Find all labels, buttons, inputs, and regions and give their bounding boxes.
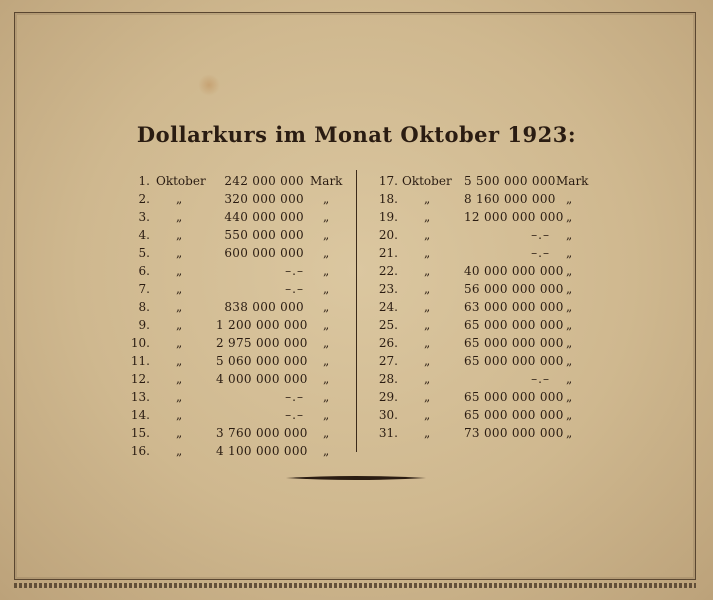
- table-row: [372, 262, 702, 280]
- row-day: 30.: [378, 408, 398, 422]
- row-unit: „: [566, 336, 573, 350]
- row-unit: „: [323, 300, 330, 314]
- row-month: „: [424, 372, 431, 386]
- row-day: 7.: [138, 282, 150, 296]
- row-unit: „: [323, 408, 330, 422]
- row-amount: 56 000 000 000: [464, 282, 564, 296]
- row-unit: „: [323, 372, 330, 386]
- row-amount: –.–: [285, 264, 304, 278]
- row-month: „: [424, 282, 431, 296]
- row-unit: „: [566, 318, 573, 332]
- row-month: „: [424, 300, 431, 314]
- table-row: [372, 316, 702, 334]
- table-row: [372, 226, 702, 244]
- row-unit: „: [323, 444, 330, 458]
- row-day: 18.: [378, 192, 398, 206]
- row-month: „: [176, 228, 183, 242]
- row-month: „: [424, 336, 431, 350]
- row-month: „: [424, 426, 431, 440]
- row-unit: „: [566, 192, 573, 206]
- row-amount: 2 975 000 000: [216, 336, 308, 350]
- table-row: [372, 208, 702, 226]
- row-month: „: [176, 246, 183, 260]
- row-day: 1.: [138, 174, 150, 188]
- row-month: „: [176, 372, 183, 386]
- closing-ornament-rule: [286, 475, 426, 481]
- table-row: [120, 442, 450, 460]
- row-month: „: [176, 264, 183, 278]
- row-unit: „: [323, 354, 330, 368]
- row-amount: 600 000 000: [224, 246, 304, 260]
- row-day: 19.: [378, 210, 398, 224]
- row-amount: –.–: [531, 246, 550, 260]
- row-day: 3.: [138, 210, 150, 224]
- page-title: Dollarkurs im Monat Oktober 1923:: [136, 122, 577, 147]
- row-month: „: [176, 354, 183, 368]
- row-amount: 4 100 000 000: [216, 444, 308, 458]
- row-unit: „: [323, 192, 330, 206]
- table-row: [372, 172, 702, 190]
- table-row: [372, 370, 702, 388]
- row-day: 8.: [138, 300, 150, 314]
- table-row: [372, 334, 702, 352]
- row-unit: „: [566, 300, 573, 314]
- row-month: „: [176, 444, 183, 458]
- row-unit: „: [566, 264, 573, 278]
- row-day: 27.: [378, 354, 398, 368]
- row-day: 31.: [378, 426, 398, 440]
- table-row: [372, 352, 702, 370]
- table-row: [372, 424, 702, 442]
- row-month: „: [176, 300, 183, 314]
- row-amount: 4 000 000 000: [216, 372, 308, 386]
- row-amount: 440 000 000: [224, 210, 304, 224]
- row-month: „: [424, 210, 431, 224]
- row-amount: –.–: [531, 372, 550, 386]
- row-unit: „: [566, 408, 573, 422]
- row-amount: 5 060 000 000: [216, 354, 308, 368]
- row-day: 22.: [378, 264, 398, 278]
- row-amount: 1 200 000 000: [216, 318, 308, 332]
- row-unit: „: [566, 390, 573, 404]
- page-border-dotted-edge: [14, 583, 696, 588]
- row-amount: –.–: [531, 228, 550, 242]
- row-amount: 242 000 000: [224, 174, 304, 188]
- row-day: 12.: [130, 372, 150, 386]
- row-unit: „: [323, 282, 330, 296]
- row-amount: 63 000 000 000: [464, 300, 564, 314]
- row-unit: Mark: [310, 174, 343, 188]
- row-amount: 40 000 000 000: [464, 264, 564, 278]
- column-divider: [356, 170, 357, 452]
- row-month: „: [424, 192, 431, 206]
- row-month: „: [424, 318, 431, 332]
- row-unit: „: [323, 390, 330, 404]
- table-row: [372, 190, 702, 208]
- row-unit: „: [566, 210, 573, 224]
- row-month: „: [424, 228, 431, 242]
- row-unit: „: [323, 264, 330, 278]
- row-amount: 3 760 000 000: [216, 426, 308, 440]
- row-amount: 838 000 000: [224, 300, 304, 314]
- row-amount: –.–: [285, 390, 304, 404]
- row-unit: „: [566, 354, 573, 368]
- row-amount: 65 000 000 000: [464, 408, 564, 422]
- row-day: 28.: [378, 372, 398, 386]
- row-month: „: [176, 426, 183, 440]
- row-day: 25.: [378, 318, 398, 332]
- row-amount: 5 500 000 000: [464, 174, 556, 188]
- row-unit: „: [323, 318, 330, 332]
- row-amount: 320 000 000: [224, 192, 304, 206]
- table-row: [372, 388, 702, 406]
- row-day: 11.: [130, 354, 150, 368]
- row-month: „: [424, 264, 431, 278]
- row-day: 26.: [378, 336, 398, 350]
- row-unit: „: [323, 426, 330, 440]
- row-amount: 12 000 000 000: [464, 210, 564, 224]
- row-day: 21.: [378, 246, 398, 260]
- row-month: „: [424, 246, 431, 260]
- row-unit: „: [323, 336, 330, 350]
- row-day: 13.: [130, 390, 150, 404]
- row-unit: „: [566, 282, 573, 296]
- row-month: „: [424, 408, 431, 422]
- row-month: „: [176, 192, 183, 206]
- row-day: 23.: [378, 282, 398, 296]
- row-day: 15.: [130, 426, 150, 440]
- row-amount: 73 000 000 000: [464, 426, 564, 440]
- row-day: 16.: [130, 444, 150, 458]
- row-amount: 550 000 000: [224, 228, 304, 242]
- row-day: 9.: [138, 318, 150, 332]
- row-month: „: [424, 354, 431, 368]
- row-day: 24.: [378, 300, 398, 314]
- row-amount: 65 000 000 000: [464, 390, 564, 404]
- row-unit: „: [566, 372, 573, 386]
- row-unit: „: [323, 210, 330, 224]
- row-amount: –.–: [285, 408, 304, 422]
- row-day: 10.: [130, 336, 150, 350]
- row-amount: 65 000 000 000: [464, 354, 564, 368]
- row-day: 20.: [378, 228, 398, 242]
- row-month: „: [176, 210, 183, 224]
- row-month: „: [176, 408, 183, 422]
- row-amount: 65 000 000 000: [464, 318, 564, 332]
- row-unit: „: [566, 426, 573, 440]
- row-day: 2.: [138, 192, 150, 206]
- row-month: „: [176, 390, 183, 404]
- row-day: 29.: [378, 390, 398, 404]
- table-row: [372, 406, 702, 424]
- table-row: [372, 244, 702, 262]
- row-unit: Mark: [556, 174, 589, 188]
- table-column-right: [372, 172, 702, 442]
- row-day: 5.: [138, 246, 150, 260]
- table-row: [372, 280, 702, 298]
- row-unit: „: [323, 246, 330, 260]
- row-month: „: [176, 318, 183, 332]
- row-month: „: [424, 390, 431, 404]
- row-day: 4.: [138, 228, 150, 242]
- row-month: Oktober: [402, 174, 452, 188]
- row-day: 14.: [130, 408, 150, 422]
- row-unit: „: [323, 228, 330, 242]
- row-month: „: [176, 282, 183, 296]
- row-amount: –.–: [285, 282, 304, 296]
- row-month: „: [176, 336, 183, 350]
- row-month: Oktober: [156, 174, 206, 188]
- table-row: [372, 298, 702, 316]
- row-unit: „: [566, 246, 573, 260]
- row-unit: „: [566, 228, 573, 242]
- row-amount: 8 160 000 000: [464, 192, 556, 206]
- row-day: 17.: [378, 174, 398, 188]
- row-day: 6.: [138, 264, 150, 278]
- row-amount: 65 000 000 000: [464, 336, 564, 350]
